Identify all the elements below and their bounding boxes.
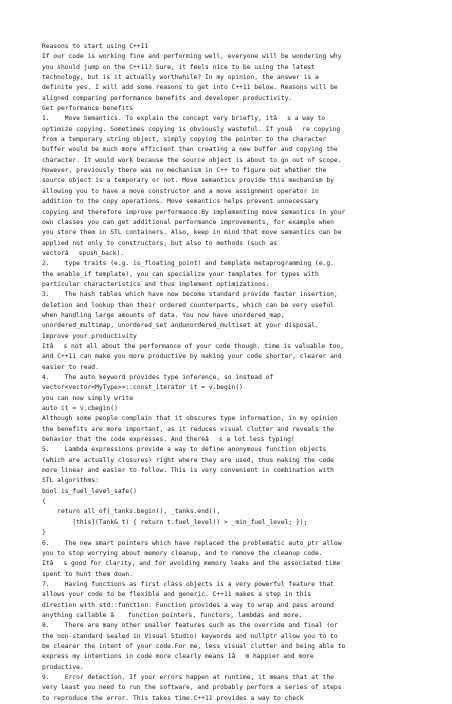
document-line: 5. Lambda expressions provide a way to define anonymous function objects <box>42 446 327 454</box>
document-line: you should jump on the C++11? Sure, it feels nice to be using the latest <box>42 63 315 71</box>
document-line: express my intentions in code more clearly means Iâm happier and more <box>42 653 314 661</box>
document-line: vector<vector<MyType>>::const_iterator it = v.begin() <box>42 384 243 392</box>
document-line: and C++11 can make you more productive by making your code shorter, clearer and <box>42 353 342 361</box>
document-line: behavior that the code expresses. And thereâs a lot less typing! <box>42 436 295 444</box>
document-line: easier to read. <box>42 363 99 371</box>
document-line: you to stop worrying about memory cleanup, and to remove the cleanup code. <box>42 549 323 557</box>
document-line: more linear and easier to follow. This is very convenient in combination with <box>42 467 334 475</box>
document-line: anything callable â function pointers, functors, lambdas and more. <box>42 611 303 619</box>
document-line: aligned comparing performance benefits and developer productivity. <box>42 94 293 102</box>
document-line: 1. Move Semantics. To explain the concept very briefly, itâs a way to <box>42 115 326 123</box>
document-line: be clearer the intent of your code.For me, less visual clutter and being able to <box>42 642 346 650</box>
document-line: direction with std::function. Function provides a way to wrap and pass around <box>42 601 334 609</box>
document-line: applied not only to constructors, but also to methods (such as <box>42 239 278 247</box>
document-line: If our code is working fine and performing well, everyone will be wondering why <box>42 53 342 61</box>
document-line: you store them in STL containers. Also, keep in mind that move semantics can be <box>42 229 342 237</box>
document-line: Although some people complain that it obscures type information, in my opinion <box>42 415 338 423</box>
document-line: 2. type traits (e.g. is_floating_point) and template metaprogramming (e.g. <box>42 260 334 268</box>
document-line: 6. The new smart pointers which have replaced the problematic auto_ptr allow <box>42 539 342 547</box>
document-line: from a temporary string object, simply copying the pointer to the character <box>42 136 327 144</box>
document-line: particular characteristics and thus implement optimizations. <box>42 280 270 288</box>
document-line: productive. <box>42 663 84 671</box>
document-line: 9. Error detection. If your errors happen at runtime, it means that at the <box>42 673 334 681</box>
document-line: to reproduce the error. This takes time.C++11 provides a way to check <box>42 694 304 702</box>
document-line: allowing you to have a move constructor and a move assignment operator in <box>42 187 319 195</box>
document-line: the enable_if template), you can specialize your templates for types with <box>42 270 319 278</box>
document-line: buffer would be much more efficient than creating a new buffer and copying the <box>42 146 338 154</box>
document-line: source object is a temporary or not. Move semantics provide this mechanism by <box>42 177 334 185</box>
document-line: (which are actually closures) right where they are used, thus making the code <box>42 456 334 464</box>
document-line: optimize copying. Sometimes copying is obviously wasteful. If youâre copying <box>42 125 341 133</box>
document-line: [this](Tank& t) { return t.fuel_level() > _min_fuel_level; }); <box>42 518 308 526</box>
document-body <box>42 42 422 704</box>
document-line: Itâs good for clarity, and for avoiding memory leaks and the associated time <box>42 560 341 568</box>
document-line: { <box>42 498 46 506</box>
document-line: own classes you can get additional performance improvements, for example when <box>42 218 334 226</box>
document-line: auto it = v.cbegin() <box>42 405 118 413</box>
document-line: Reasons to start using C++11 <box>42 43 149 50</box>
document-line: bool is_fuel_level_safe() <box>42 487 137 495</box>
document-line: deletion and lookup than their ordered counterparts, which can be very useful <box>42 301 334 309</box>
document-line: vectorâspush_back). <box>42 249 125 257</box>
document-line: Itâs not all about the performance of your code though. time is valuable too, <box>42 342 344 350</box>
document-line: 7. Having functions as first class objects is a very powerful feature that <box>42 580 334 588</box>
document-line: copying and therefore improve performance.By implementing move semantics in your <box>42 208 346 216</box>
document-line: Get performance benefits <box>42 105 133 113</box>
document-line: STL algorithms: <box>42 477 99 485</box>
document-line: unordered_multimap, unordered_set andunordered_multiset at your disposal. <box>42 322 319 330</box>
document-line: the non-standard sealed in Visual Studio) keywords and nullptr allow you to to <box>42 632 338 640</box>
document-line: the benefits are more important, as it reduces visual clutter and reveals the <box>42 425 334 433</box>
document-line: very least you need to run the software, and probably perform a series of steps <box>42 684 342 692</box>
document-line: allows your code to be flexible and generic. C++11 makes a step in this <box>42 591 312 599</box>
document-line: 8. There are many other smaller features such as the override and final (or <box>42 622 338 630</box>
document-line: definite yes. I will add some reasons to get into C++11 below. Reasons will be <box>42 84 338 92</box>
document-line: spent to hunt them down. <box>42 570 133 578</box>
document-line: 4. The auto keyword provides type inference, so instead of <box>42 374 274 381</box>
document-line: However, previously there was no mechanism in C++ to figure out whether the <box>42 167 327 175</box>
document-line: when handling large amounts of data. You now have unordered_map, <box>42 311 285 319</box>
document-line: return all_of(_tanks.begin(), _tanks.end(), <box>42 508 221 516</box>
document-line: } <box>42 529 46 537</box>
document-line: 3. The hash tables which have now become standard provide faster insertion, <box>42 291 338 299</box>
document-line: character. It would work because the source object is about to go out of scope. <box>42 156 342 164</box>
document-line: addition to the copy operations. Move semantics helps prevent unnecessary <box>42 198 319 206</box>
document-line: technology, but is it actually worthwhile? In my opinion, the answer is a <box>42 74 319 82</box>
document-line: Improve your productivity <box>42 332 137 340</box>
document-line: you can now simply write <box>42 394 133 402</box>
